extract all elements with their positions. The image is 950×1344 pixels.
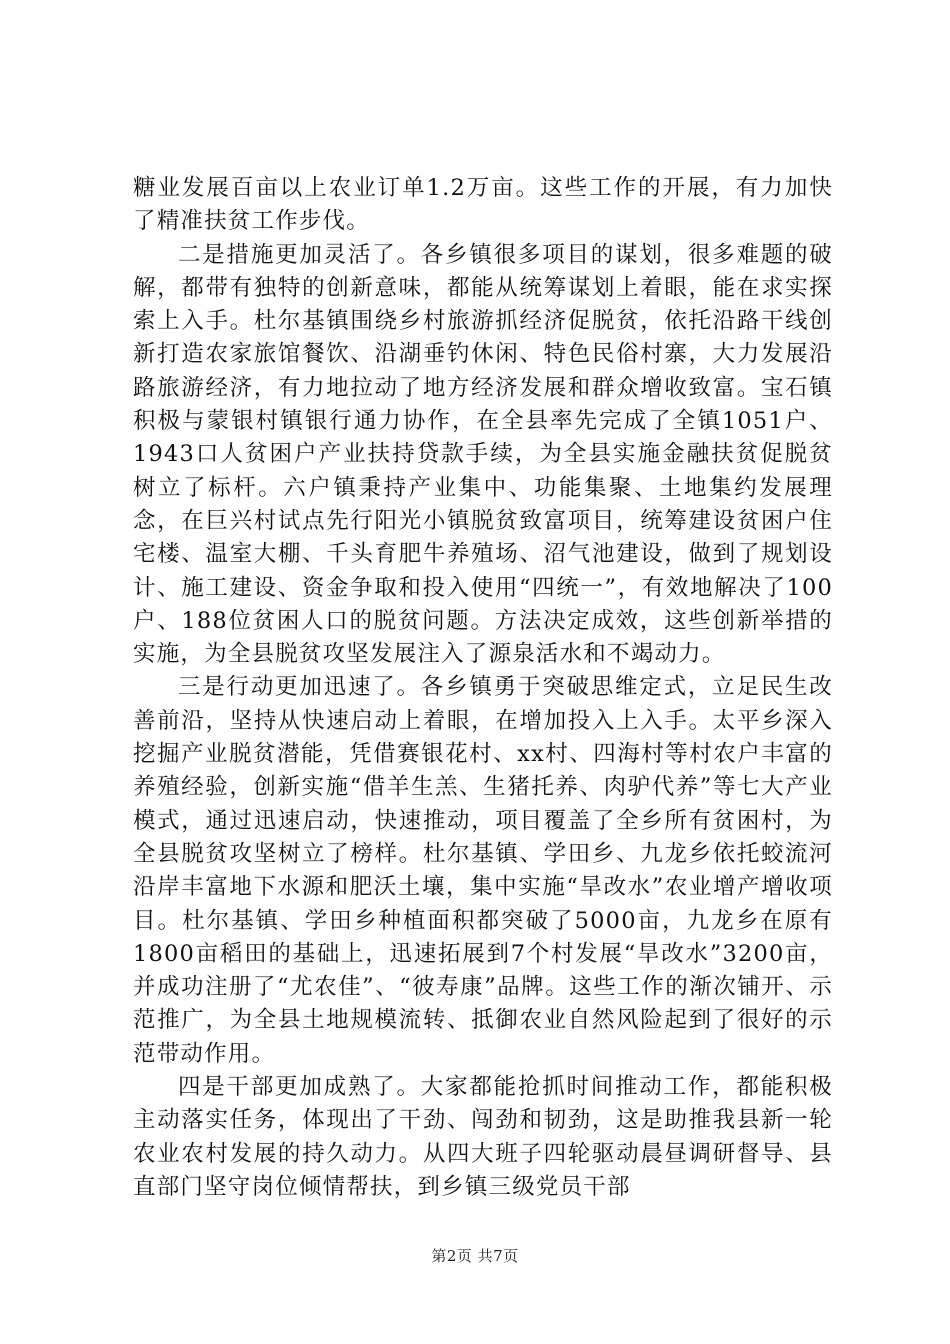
- paragraph-4: 四是干部更加成熟了。大家都能抢抓时间推动工作，都能积极主动落实任务，体现出了干劲、闯劲和韧劲，这是助推我县新一轮农业农村发展的持久动力。从四大班子四轮驱动晨昼调研督导、县直部门坚守岗位倾情帮扶，到乡镇三级党员干部: [133, 1074, 833, 1200]
- document-body: [133, 172, 833, 1204]
- page-number-footer: 第2页 共7页: [431, 1247, 519, 1265]
- paragraph-2: 二是措施更加灵活了。各乡镇很多项目的谋划，很多难题的破解，都带有独特的创新意味，都能从统筹谋划上着眼，能在求实探索上入手。杜尔基镇围绕乡村旅游抓经济促脱贫，依托沿路干线创新打造农家旅馆餐饮、沿湖垂钓休闲、特色民俗村寨，大力发展沿路旅游经济，有力地拉动了地方经济发展和群众增收致富。宝石镇积极与蒙银村镇银行通力协作，在全县率先完成了全镇1051户、1943口人贫困户产业扶持贷款手续，为全县实施金融扶贫促脱贫树立了标杆。六户镇秉持产业集中、功能集聚、土地集约发展理念，在巨兴村试点先行阳光小镇脱贫致富项目，统筹建设贫困户住宅楼、温室大棚、千头育肥牛养殖场、沼气池建设，做到了规划设计、施工建设、资金争取和投入使用“四统一”，有效地解决了100户、188位贫困人口的脱贫问题。方法决定成效，这些创新举措的实施，为全县脱贫攻坚发展注入了源泉活水和不竭动力。: [133, 241, 833, 668]
- paragraph-1: 糖业发展百亩以上农业订单1.2万亩。这些工作的开展，有力加快了精准扶贫工作步伐。: [133, 175, 833, 235]
- paragraph-3: 三是行动更加迅速了。各乡镇勇于突破思维定式，立足民生改善前沿，坚持从快速启动上着眼，在增加投入上入手。太平乡深入挖掘产业脱贫潜能，凭借赛银花村、xx村、四海村等村农户丰富的养殖经验，创新实施“借羊生羔、生猪托养、肉驴代养”等七大产业模式，通过迅速启动，快速推动，项目覆盖了全乡所有贫困村，为全县脱贫攻坚树立了榜样。杜尔基镇、学田乡、九龙乡依托蛟流河沿岸丰富地下水源和肥沃土壤，集中实施“旱改水”农业增产增收项目。杜尔基镇、学田乡种植面积都突破了5000亩，九龙乡在原有1800亩稻田的基础上，迅速拓展到7个村发展“旱改水”3200亩，并成功注册了“尤农佳”、“彼寿康”品牌。这些工作的渐次铺开、示范推广，为全县土地规模流转、抵御农业自然风险起到了很好的示范带动作用。: [133, 674, 833, 1067]
